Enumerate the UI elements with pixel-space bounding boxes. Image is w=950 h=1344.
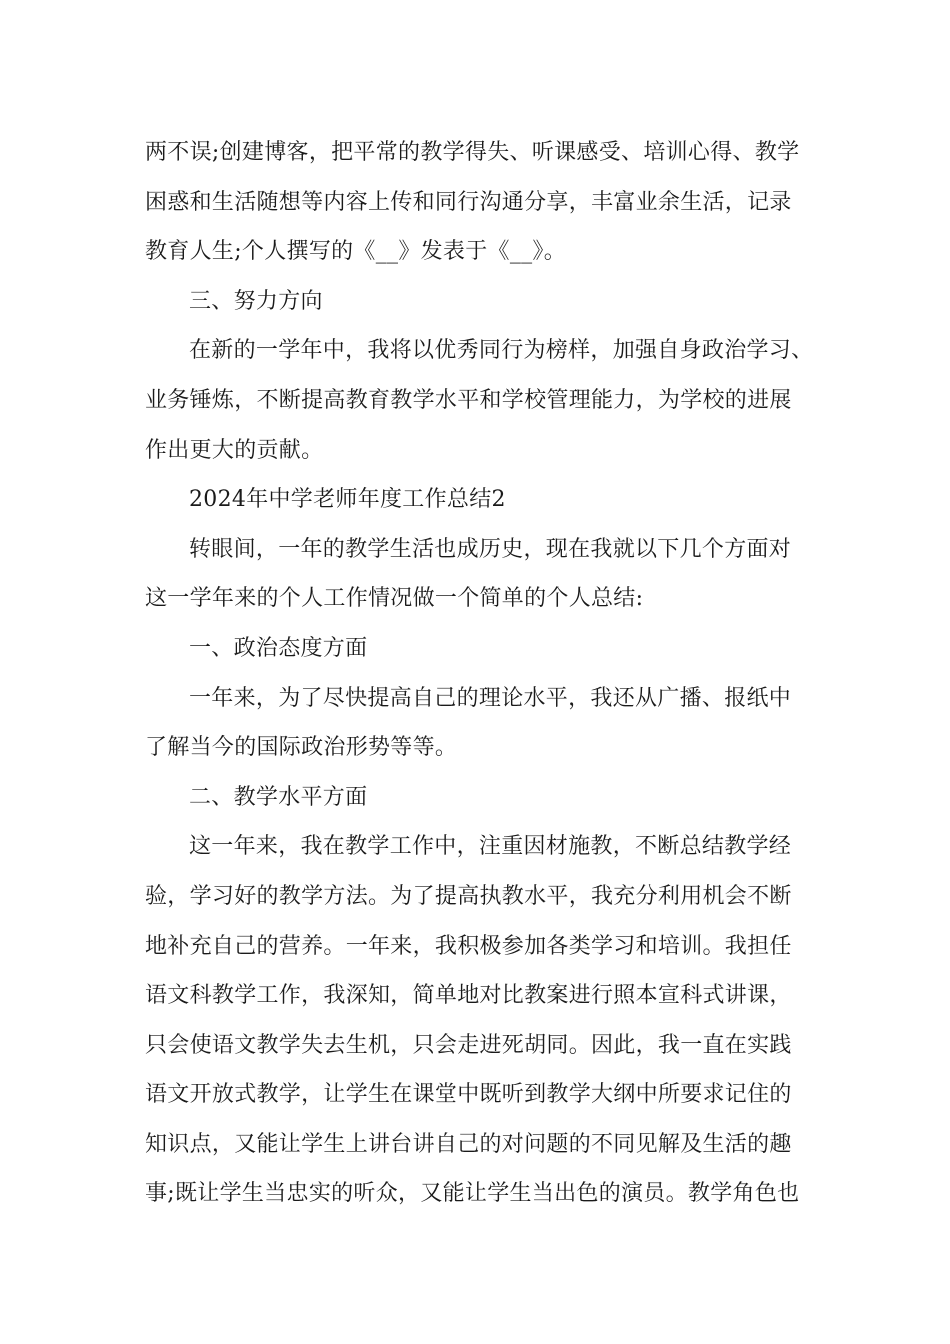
text-line: 在新的一学年中，我将以优秀同行为榜样，加强自身政治学习、 <box>189 338 814 364</box>
text-line: 2024年中学老师年度工作总结2 <box>189 487 506 513</box>
text-line: 教育人生;个人撰写的《__》发表于《__》。 <box>145 239 567 265</box>
text-line: 地补充自己的营养。一年来，我积极参加各类学习和培训。我担任 <box>145 933 792 959</box>
text-line: 三、努力方向 <box>189 288 323 314</box>
text-line: 转眼间，一年的教学生活也成历史，现在我就以下几个方面对 <box>189 536 792 562</box>
text-line: 作出更大的贡献。 <box>145 437 324 463</box>
text-line: 这一年来，我在教学工作中，注重因材施教，不断总结教学经 <box>189 834 792 860</box>
text-line: 知识点，又能让学生上讲台讲自己的对问题的不同见解及生活的趣 <box>145 1131 792 1157</box>
text-line: 语文开放式教学，让学生在课堂中既听到教学大纲中所要求记住的 <box>145 1082 792 1108</box>
text-line: 这一学年来的个人工作情况做一个简单的个人总结: <box>145 586 644 612</box>
text-line: 二、教学水平方面 <box>189 784 368 810</box>
text-line: 事;既让学生当忠实的听众，又能让学生当出色的演员。教学角色也 <box>145 1181 800 1207</box>
text-line: 只会使语文教学失去生机，只会走进死胡同。因此，我一直在实践 <box>145 1032 792 1058</box>
text-line: 一年来，为了尽快提高自己的理论水平，我还从广播、报纸中 <box>189 685 792 711</box>
text-line: 业务锤炼，不断提高教育教学水平和学校管理能力，为学校的进展 <box>145 387 792 413</box>
text-line: 语文科教学工作，我深知，简单地对比教案进行照本宣科式讲课， <box>145 983 792 1009</box>
text-line: 一、政治态度方面 <box>189 635 368 661</box>
text-line: 困惑和生活随想等内容上传和同行沟通分享，丰富业余生活，记录 <box>145 189 792 215</box>
text-line: 两不误;创建博客，把平常的教学得失、听课感受、培训心得、教学 <box>145 140 800 165</box>
document-body <box>145 128 814 1219</box>
text-line: 了解当今的国际政治形势等等。 <box>145 735 458 761</box>
text-line: 验，学习好的教学方法。为了提高执教水平，我充分利用机会不断 <box>145 883 792 909</box>
